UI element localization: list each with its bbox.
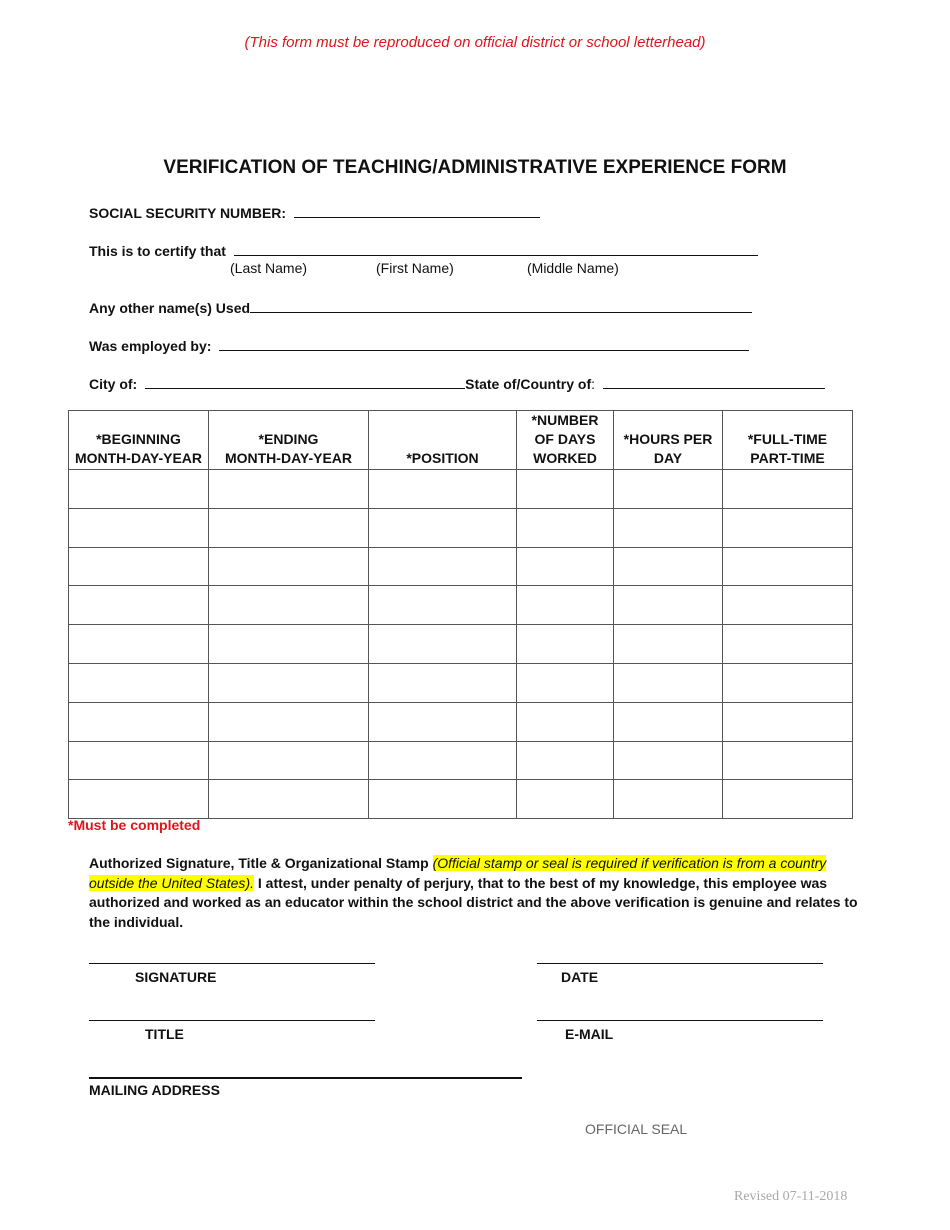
state-country-colon: : bbox=[591, 376, 595, 392]
mailing-address-label: MAILING ADDRESS bbox=[89, 1082, 220, 1098]
signature-label: SIGNATURE bbox=[135, 969, 217, 985]
column-header-line: *HOURS PER bbox=[623, 431, 713, 447]
table-cell[interactable] bbox=[723, 625, 853, 664]
other-names-field[interactable] bbox=[250, 298, 752, 313]
table-cell[interactable] bbox=[69, 702, 209, 741]
table-cell[interactable] bbox=[69, 625, 209, 664]
table-cell[interactable] bbox=[369, 470, 517, 509]
table-cell[interactable] bbox=[723, 586, 853, 625]
column-header-line: MONTH-DAY-YEAR bbox=[74, 450, 203, 466]
column-header bbox=[517, 411, 614, 470]
column-header-line: MONTH-DAY-YEAR bbox=[224, 450, 353, 466]
column-header-line: *BEGINNING bbox=[96, 431, 181, 447]
table-cell[interactable] bbox=[69, 508, 209, 547]
table-header-row bbox=[69, 411, 853, 470]
table-cell[interactable] bbox=[517, 470, 614, 509]
table-cell[interactable] bbox=[614, 508, 723, 547]
city-field[interactable] bbox=[145, 374, 465, 389]
table-cell[interactable] bbox=[69, 741, 209, 780]
table-cell[interactable] bbox=[723, 547, 853, 586]
form-title: VERIFICATION OF TEACHING/ADMINISTRATIVE EXPERIENCE FORM bbox=[163, 157, 787, 178]
table-cell[interactable] bbox=[69, 780, 209, 819]
table-cell[interactable] bbox=[517, 547, 614, 586]
column-header-line: *NUMBER bbox=[531, 412, 599, 428]
last-name-caption: (Last Name) bbox=[230, 260, 308, 276]
certify-row bbox=[89, 241, 758, 259]
table-row bbox=[69, 780, 853, 819]
column-header bbox=[69, 411, 209, 470]
table-cell[interactable] bbox=[614, 625, 723, 664]
table-cell[interactable] bbox=[614, 547, 723, 586]
email-line[interactable] bbox=[537, 1020, 823, 1021]
revision-date: Revised 07-11-2018 bbox=[734, 1189, 848, 1204]
state-country-label: State of/Country of bbox=[465, 376, 592, 392]
table-cell[interactable] bbox=[614, 741, 723, 780]
ssn-field[interactable] bbox=[294, 203, 540, 218]
table-row bbox=[69, 625, 853, 664]
table-row bbox=[69, 663, 853, 702]
stamp-requirement-highlight: (Official stamp or seal is required if verification is from a country outside the United States bbox=[89, 855, 827, 891]
column-header bbox=[723, 411, 853, 470]
employer-field[interactable] bbox=[219, 336, 749, 351]
table-cell[interactable] bbox=[69, 547, 209, 586]
date-line[interactable] bbox=[537, 963, 823, 964]
date-label: DATE bbox=[561, 969, 599, 985]
table-cell[interactable] bbox=[723, 702, 853, 741]
email-label: E-MAIL bbox=[565, 1026, 614, 1042]
mailing-address-line[interactable] bbox=[89, 1077, 522, 1079]
table-cell[interactable] bbox=[723, 780, 853, 819]
letterhead-notice: (This form must be reproduced on official district or school letterhead) bbox=[244, 34, 706, 51]
other-names-row bbox=[89, 298, 752, 316]
table-cell[interactable] bbox=[369, 625, 517, 664]
table-cell[interactable] bbox=[369, 547, 517, 586]
table-cell[interactable] bbox=[723, 663, 853, 702]
title-label: TITLE bbox=[145, 1026, 184, 1042]
table-row bbox=[69, 508, 853, 547]
table-cell[interactable] bbox=[209, 780, 369, 819]
employer-row bbox=[89, 336, 749, 354]
table-cell[interactable] bbox=[209, 508, 369, 547]
attestation-text bbox=[89, 854, 869, 932]
column-header-line: *FULL-TIME bbox=[747, 431, 828, 447]
other-names-label: Any other name(s) Used bbox=[89, 300, 251, 316]
table-cell[interactable] bbox=[614, 702, 723, 741]
table-cell[interactable] bbox=[209, 586, 369, 625]
table-cell[interactable] bbox=[369, 508, 517, 547]
table-cell[interactable] bbox=[209, 470, 369, 509]
column-header bbox=[614, 411, 723, 470]
column-header-line: PART-TIME bbox=[750, 450, 825, 466]
table-cell[interactable] bbox=[369, 780, 517, 819]
table-cell[interactable] bbox=[517, 741, 614, 780]
ssn-row bbox=[89, 203, 540, 221]
attestation-body: I attest, under penalty of perjury, that to the best of my knowledge, this employee was authorized and worked as an educator within the school district and the above verification is genuine and relates to the individual. bbox=[89, 874, 858, 930]
table-cell[interactable] bbox=[209, 741, 369, 780]
column-header bbox=[209, 411, 369, 470]
table-cell[interactable] bbox=[614, 663, 723, 702]
table-row bbox=[69, 547, 853, 586]
table-row bbox=[69, 741, 853, 780]
must-be-completed-note: *Must be completed bbox=[68, 817, 201, 833]
table-row bbox=[69, 586, 853, 625]
table-row bbox=[69, 702, 853, 741]
column-header-line: *ENDING bbox=[258, 431, 319, 447]
column-header bbox=[369, 411, 517, 470]
table-cell[interactable] bbox=[517, 625, 614, 664]
table-cell[interactable] bbox=[614, 586, 723, 625]
table-cell[interactable] bbox=[369, 663, 517, 702]
employer-label: Was employed by: bbox=[89, 338, 212, 354]
column-header-line: DAY bbox=[653, 450, 683, 466]
experience-table bbox=[68, 410, 853, 819]
title-line[interactable] bbox=[89, 1020, 375, 1021]
middle-name-caption: (Middle Name) bbox=[527, 260, 619, 276]
table-cell[interactable] bbox=[69, 586, 209, 625]
table-cell[interactable] bbox=[209, 702, 369, 741]
certify-label: This is to certify that bbox=[89, 243, 226, 259]
signature-line[interactable] bbox=[89, 963, 375, 964]
table-cell[interactable] bbox=[369, 586, 517, 625]
table-cell[interactable] bbox=[614, 780, 723, 819]
table-cell[interactable] bbox=[723, 470, 853, 509]
column-header-line: WORKED bbox=[533, 450, 597, 466]
state-country-field[interactable] bbox=[603, 374, 825, 389]
official-seal-area: OFFICIAL SEAL bbox=[585, 1121, 688, 1137]
table-cell[interactable] bbox=[517, 586, 614, 625]
table-cell[interactable] bbox=[369, 741, 517, 780]
table-cell[interactable] bbox=[723, 508, 853, 547]
stamp-requirement-close: ). bbox=[245, 874, 254, 891]
table-cell[interactable] bbox=[209, 547, 369, 586]
table-cell[interactable] bbox=[517, 508, 614, 547]
first-name-caption: (First Name) bbox=[376, 260, 454, 276]
column-header-line: OF DAYS bbox=[534, 431, 596, 447]
table-cell[interactable] bbox=[614, 470, 723, 509]
table-cell[interactable] bbox=[517, 780, 614, 819]
table-row bbox=[69, 470, 853, 509]
table-cell[interactable] bbox=[69, 663, 209, 702]
certify-name-field[interactable] bbox=[234, 241, 758, 256]
table-cell[interactable] bbox=[517, 702, 614, 741]
table-cell[interactable] bbox=[209, 663, 369, 702]
table-cell[interactable] bbox=[369, 702, 517, 741]
table-cell[interactable] bbox=[69, 470, 209, 509]
attestation-lead: Authorized Signature, Title & Organizational Stamp bbox=[89, 855, 429, 871]
city-label: City of: bbox=[89, 376, 138, 392]
column-header-line: *POSITION bbox=[406, 450, 479, 466]
ssn-label: SOCIAL SECURITY NUMBER: bbox=[89, 205, 287, 221]
table-cell[interactable] bbox=[723, 741, 853, 780]
table-cell[interactable] bbox=[517, 663, 614, 702]
table-cell[interactable] bbox=[209, 625, 369, 664]
city-state-row bbox=[89, 374, 825, 392]
